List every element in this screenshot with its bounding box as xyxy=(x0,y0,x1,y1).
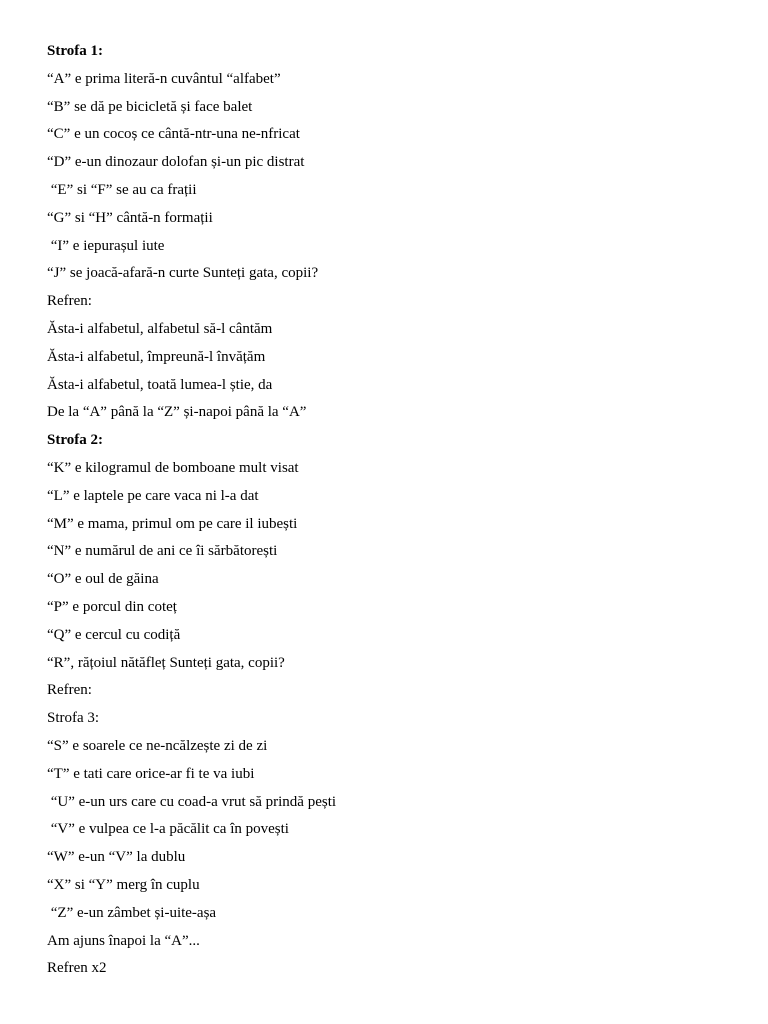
lyric-line: “U” e-un urs care cu coad-a vrut să prindă pești xyxy=(47,793,337,810)
lyric-line: “S” e soarele ce ne-ncălzește zi de zi xyxy=(47,737,268,754)
refrain-repeat-note: Refren x2 xyxy=(47,960,107,977)
refrain-line: Ăsta-i alfabetul, alfabetul să-l cântăm xyxy=(47,320,273,337)
lyric-line: “N” e numărul de ani ce îi sărbătorești xyxy=(47,543,278,560)
lyric-line: Am ajuns înapoi la “A”... xyxy=(47,932,200,949)
refrain-line: Ăsta-i alfabetul, toată lumea-l știe, da xyxy=(47,376,273,393)
lyric-line: “Q” e cercul cu codiță xyxy=(47,626,181,643)
stanza-1-heading: Strofa 1: xyxy=(47,43,103,59)
lyric-line: “B” se dă pe bicicletă și face balet xyxy=(47,98,253,115)
lyric-line: “Z” e-un zâmbet și-uite-așa xyxy=(47,904,217,921)
lyric-line: “A” e prima literă-n cuvântul “alfabet” xyxy=(47,70,281,87)
lyric-line: “R”, rățoiul nătăfleț Sunteți gata, copii? xyxy=(47,654,285,671)
lyric-line: “D” e-un dinozaur dolofan și-un pic distrat xyxy=(47,154,305,171)
lyric-line: “X” si “Y” merg în cuplu xyxy=(47,876,200,893)
document-body xyxy=(47,38,727,983)
refrain-heading: Refren: xyxy=(47,682,92,699)
lyric-line: “E” si “F” se au ca frații xyxy=(47,181,197,198)
lyric-line: “G” si “H” cântă-n formații xyxy=(47,209,213,226)
lyric-line: “V” e vulpea ce l-a păcălit ca în povești xyxy=(47,821,289,838)
lyric-line: “L” e laptele pe care vaca ni l-a dat xyxy=(47,487,259,504)
lyric-line: “K” e kilogramul de bomboane mult visat xyxy=(47,459,299,476)
lyric-line: “C” e un cocoș ce cântă-ntr-una ne-nfricat xyxy=(47,126,300,143)
lyric-line: “W” e-un “V” la dublu xyxy=(47,849,186,866)
lyric-line: “P” e porcul din coteț xyxy=(47,598,177,615)
refrain-line: Ăsta-i alfabetul, împreună-l învățăm xyxy=(47,348,266,365)
stanza-2-heading: Strofa 2: xyxy=(47,432,103,449)
refrain-line: De la “A” până la “Z” și-napoi până la “A” xyxy=(47,404,307,421)
stanza-3-heading: Strofa 3: xyxy=(47,710,100,727)
lyric-line: “I” e iepurașul iute xyxy=(47,237,165,254)
lyric-line: “O” e oul de găina xyxy=(47,571,159,588)
refrain-heading: Refren: xyxy=(47,293,92,310)
lyric-line: “T” e tati care orice-ar fi te va iubi xyxy=(47,765,255,782)
lyric-line: “M” e mama, primul om pe care il iubești xyxy=(47,515,298,532)
lyric-line: “J” se joacă-afară-n curte Sunteți gata, copii? xyxy=(47,265,319,282)
